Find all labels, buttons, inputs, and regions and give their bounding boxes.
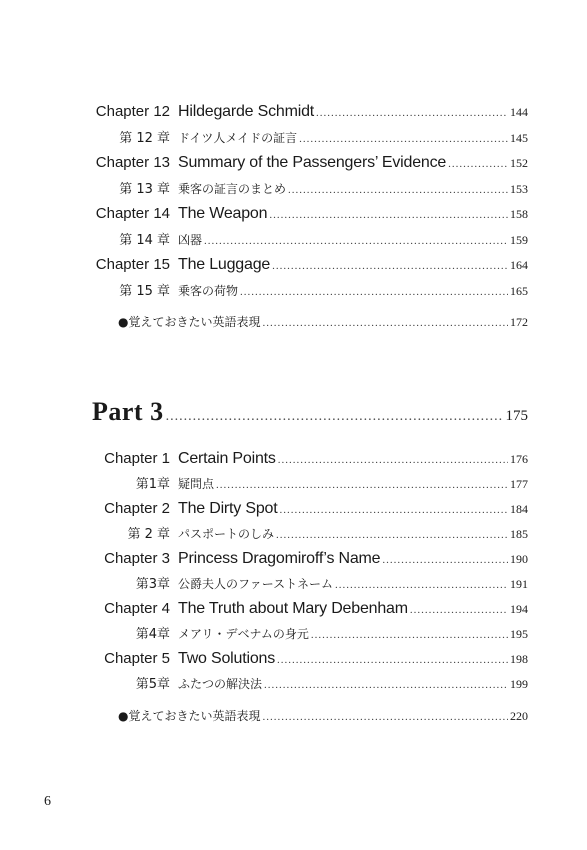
page-number: 164 [510,258,528,272]
chapter-title-jp: ドイツ人メイドの証言 [178,131,298,145]
dot-leader [278,455,508,466]
dot-leader [262,712,508,723]
dot-leader [299,134,508,145]
page-number: 165 [510,284,528,298]
dot-leader [279,505,508,516]
chapter-number: Chapter 2 [104,500,170,517]
chapter-title: Two Solutions [178,650,276,667]
chapter-number-jp: 第5章 [135,677,170,692]
note-title: ●覚えておきたい英語表現 [118,709,261,723]
page-number: 144 [510,105,528,119]
toc-expressions-note [118,313,528,330]
toc-p3-chapter-5 [92,650,528,668]
chapter-title-jp: パスポートのしみ [178,527,275,541]
toc-chapter-15-jp [92,280,528,299]
dot-leader [311,630,508,641]
folio-page-number: 6 [44,794,51,809]
chapter-number-jp: 第1章 [135,477,170,492]
toc-p3-chapter-1-jp [92,473,528,492]
page-number: 159 [510,233,528,247]
chapter-title: The Truth about Mary Debenham [178,600,408,617]
chapter-number-jp: 第4章 [135,627,170,642]
toc-p3-chapter-3-jp [92,573,528,592]
toc-p3-chapter-4 [92,600,528,618]
page-number: 191 [510,577,528,591]
dot-leader [216,480,508,491]
toc-p3-chapter-2-jp [92,523,528,542]
toc-p3-chapter-2 [92,500,528,518]
chapter-title: Certain Points [178,450,276,467]
chapter-title-jp: メアリ・デベナムの身元 [178,627,309,641]
chapter-title-jp: 乗客の証言のまとめ [178,182,287,196]
chapter-number-jp: 第 12 章 [119,131,170,146]
toc-p3-chapter-5-jp [92,673,528,692]
toc-chapter-15 [92,256,528,274]
chapter-title: The Dirty Spot [178,500,278,517]
dot-leader [269,210,508,221]
chapter-number: Chapter 4 [104,600,170,617]
chapter-number: Chapter 3 [104,550,170,567]
dot-leader [277,655,508,666]
chapter-number-jp: 第 14 章 [119,233,170,248]
page-number: 175 [505,408,528,424]
page-number: 158 [510,207,528,221]
page-number: 172 [510,315,528,329]
page-number: 153 [510,182,528,196]
chapter-number-jp: 第 2 章 [127,527,170,542]
chapter-title: Summary of the Passengers’ Evidence [178,154,447,171]
dot-leader [316,108,508,119]
chapter-number-jp: 第 13 章 [119,182,170,197]
toc-chapter-14-jp [92,229,528,248]
page-number: 194 [510,602,528,616]
page-number: 176 [510,452,528,466]
chapter-number-jp: 第3章 [135,577,170,592]
page-number: 152 [510,156,528,170]
note-title: ●覚えておきたい英語表現 [118,315,261,329]
toc-chapter-12-jp [92,127,528,146]
dot-leader [276,530,508,541]
chapter-number: Chapter 14 [95,205,170,222]
dot-leader [166,410,504,424]
chapter-number: Chapter 1 [104,450,170,467]
chapter-title-jp: 公爵夫人のファーストネーム [178,577,334,591]
page-number: 195 [510,627,528,641]
page-number: 198 [510,652,528,666]
page-number: 190 [510,552,528,566]
chapter-number: Chapter 12 [95,103,170,120]
dot-leader [262,318,508,329]
dot-leader [448,159,508,170]
chapter-number-jp: 第 15 章 [119,284,170,299]
part-title: Part 3 [92,397,164,426]
toc-p3-chapter-1 [92,450,528,468]
toc-chapter-14 [92,205,528,223]
chapter-title-jp: 乗客の荷物 [178,284,239,298]
dot-leader [288,185,508,196]
dot-leader [264,680,508,691]
chapter-title-jp: ふたつの解決法 [178,677,263,691]
chapter-title: The Luggage [178,256,271,273]
page-number: 185 [510,527,528,541]
page-number: 220 [510,709,528,723]
page-number: 199 [510,677,528,691]
toc-chapter-12 [92,103,528,121]
chapter-title-jp: 疑問点 [178,477,215,491]
dot-leader [335,580,508,591]
chapter-number: Chapter 13 [95,154,170,171]
page-number: 145 [510,131,528,145]
part-3-heading [92,397,528,427]
chapter-title-jp: 凶器 [178,233,203,247]
chapter-title: Princess Dragomiroff’s Name [178,550,381,567]
page-number: 184 [510,502,528,516]
toc-p3-chapter-3 [92,550,528,568]
chapter-title: Hildegarde Schmidt [178,103,315,120]
page-number: 177 [510,477,528,491]
toc-chapter-13 [92,154,528,172]
chapter-number: Chapter 5 [104,650,170,667]
toc-chapter-13-jp [92,178,528,197]
dot-leader [204,236,508,247]
dot-leader [272,261,508,272]
toc-p3-chapter-4-jp [92,623,528,642]
dot-leader [410,605,508,616]
chapter-number: Chapter 15 [95,256,170,273]
dot-leader [240,287,508,298]
dot-leader [382,555,508,566]
toc-p3-expressions-note [118,707,528,724]
chapter-title: The Weapon [178,205,268,222]
